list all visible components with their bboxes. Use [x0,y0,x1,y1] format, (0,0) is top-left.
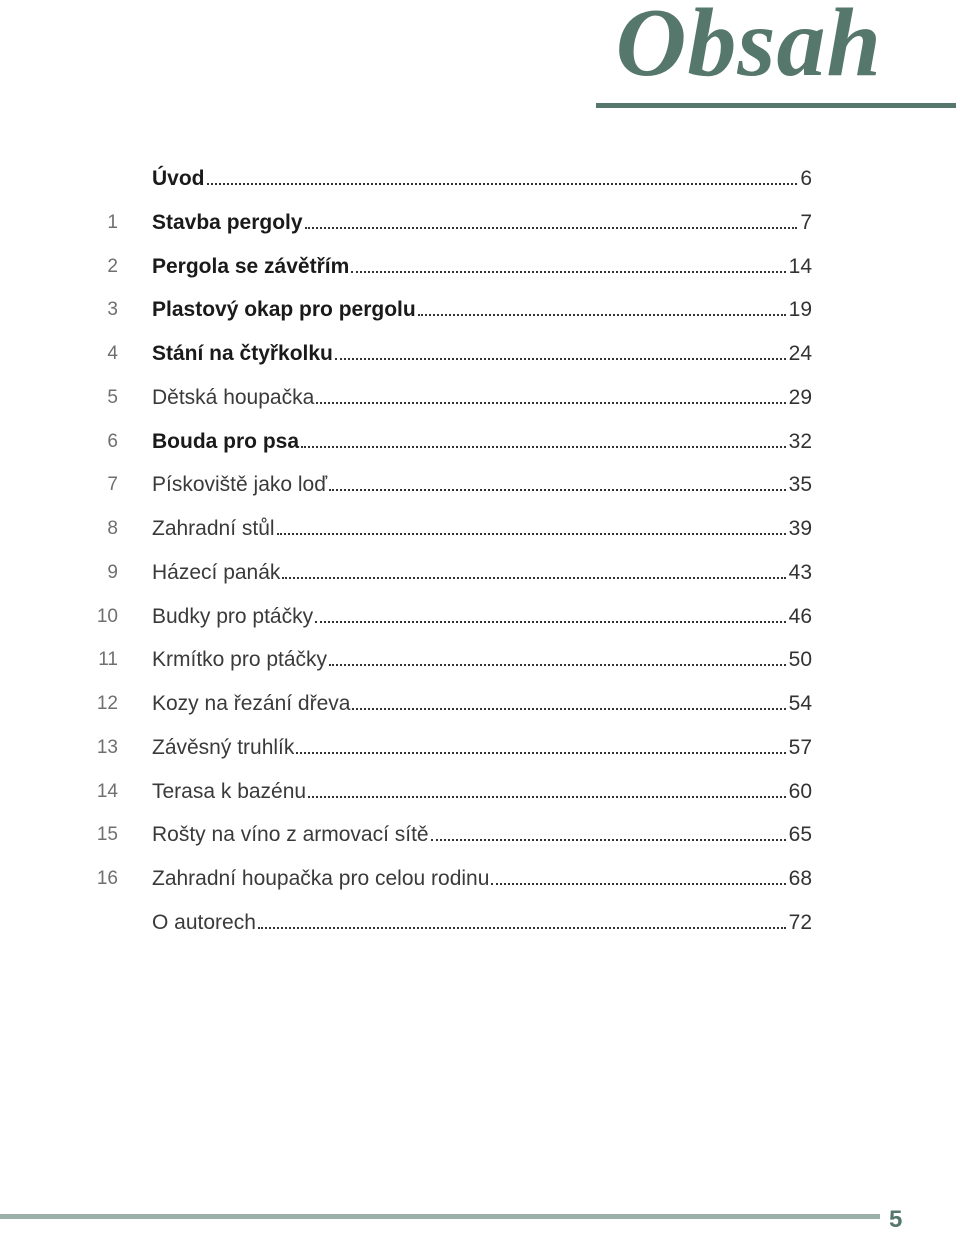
toc-row[interactable] [0,376,960,420]
chapter-number: 7 [107,474,118,496]
toc-entry [152,605,812,629]
dot-leader [308,796,786,798]
dot-leader [316,402,785,404]
page-reference: 72 [788,910,812,934]
dot-leader [418,314,786,316]
chapter-number: 14 [96,780,118,802]
toc-row[interactable] [0,507,960,551]
page-reference: 57 [788,735,812,759]
chapter-number: 4 [107,343,118,364]
toc-entry [152,780,812,804]
page-reference: 39 [788,517,812,540]
toc-row[interactable] [0,857,960,901]
toc-entry [152,342,812,366]
toc-entry [152,823,812,847]
dot-leader [277,533,786,535]
page-reference: 7 [800,210,812,234]
page-reference: 6 [800,167,812,190]
chapter-title: Závěsný truhlík [152,735,295,759]
page-reference: 43 [788,560,812,584]
chapter-number: 9 [107,561,118,583]
toc-entry [152,473,812,497]
page-reference: 19 [788,298,812,322]
chapter-title: Krmítko pro ptáčky [152,648,328,672]
chapter-title: Bouda pro psa [152,429,300,453]
dot-leader [431,839,786,841]
toc-row[interactable] [0,463,960,507]
toc-row[interactable] [0,201,960,245]
toc-entry [152,736,812,760]
toc-row[interactable] [0,638,960,682]
chapter-title: Stání na čtyřkolku [152,342,333,365]
chapter-number: 8 [107,518,118,539]
chapter-title: Rošty na víno z armovací sítě [152,823,429,847]
page-reference: 60 [788,779,812,803]
dot-leader [301,446,786,448]
table-of-contents [0,157,960,945]
chapter-title: Plastový okap pro pergolu [152,298,416,322]
chapter-title: Dětská houpačka [152,385,315,409]
chapter-number: 16 [96,868,118,889]
page-reference: 65 [788,823,812,847]
footer-rule [0,1214,880,1219]
dot-leader [315,621,786,623]
page-title: Obsah [615,0,882,97]
toc-entry [152,648,812,672]
chapter-title: Budky pro ptáčky [152,604,314,628]
toc-entry [152,167,812,191]
page-reference: 68 [788,867,812,890]
dot-leader [329,489,785,491]
chapter-number: 13 [96,736,118,758]
page-reference: 32 [788,429,812,453]
chapter-title: Kozy na řezání dřeva [152,692,351,715]
toc-entry [152,517,812,541]
dot-leader [296,752,785,754]
chapter-number: 11 [98,649,118,671]
dot-leader [491,883,785,885]
page-reference: 54 [788,692,812,715]
dot-leader [329,664,786,666]
toc-row[interactable] [0,682,960,726]
dot-leader [305,227,798,229]
toc-entry [152,692,812,716]
dot-leader [282,577,785,579]
title-underline [596,103,956,108]
chapter-number: 1 [107,211,118,233]
page-reference: 35 [788,473,812,497]
dot-leader [352,708,785,710]
chapter-title: Házecí panák [152,560,281,584]
toc-row[interactable] [0,420,960,464]
toc-row[interactable] [0,245,960,289]
toc-row[interactable] [0,770,960,814]
dot-leader [351,271,785,273]
dot-leader [258,927,786,929]
chapter-title: Pergola se závětřím [152,254,350,278]
toc-row[interactable] [0,726,960,770]
chapter-title: Pískoviště jako loď [152,473,328,497]
chapter-title: Terasa k bazénu [152,779,307,803]
toc-entry [152,211,812,235]
toc-row[interactable] [0,551,960,595]
dot-leader [207,183,798,185]
toc-row[interactable] [0,595,960,639]
chapter-number: 5 [107,386,118,408]
page-reference: 50 [788,648,812,672]
toc-row[interactable] [0,901,960,945]
chapter-title: Úvod [152,167,205,190]
toc-entry [152,255,812,279]
toc-entry [152,386,812,410]
toc-entry [152,430,812,454]
page-reference: 46 [788,604,812,628]
toc-entry [152,561,812,585]
chapter-number: 10 [96,605,118,627]
chapter-number: 3 [107,299,118,321]
chapter-title: Stavba pergoly [152,210,303,234]
toc-row[interactable] [0,332,960,376]
toc-row[interactable] [0,813,960,857]
toc-entry [152,298,812,322]
page-reference: 29 [788,385,812,409]
chapter-number: 15 [96,824,118,846]
chapter-title: Zahradní stůl [152,517,275,540]
page-reference: 14 [788,254,812,278]
toc-entry [152,867,812,891]
toc-entry [152,911,812,935]
dot-leader [335,358,786,360]
toc-row[interactable] [0,157,960,201]
toc-row[interactable] [0,288,960,332]
chapter-number: 2 [107,255,118,277]
chapter-title: O autorech [152,910,256,934]
chapter-title: Zahradní houpačka pro celou rodinu [152,867,490,890]
chapter-number: 12 [96,693,118,714]
page-number: 5 [889,1206,903,1233]
page-reference: 24 [788,342,812,365]
chapter-number: 6 [107,430,118,452]
